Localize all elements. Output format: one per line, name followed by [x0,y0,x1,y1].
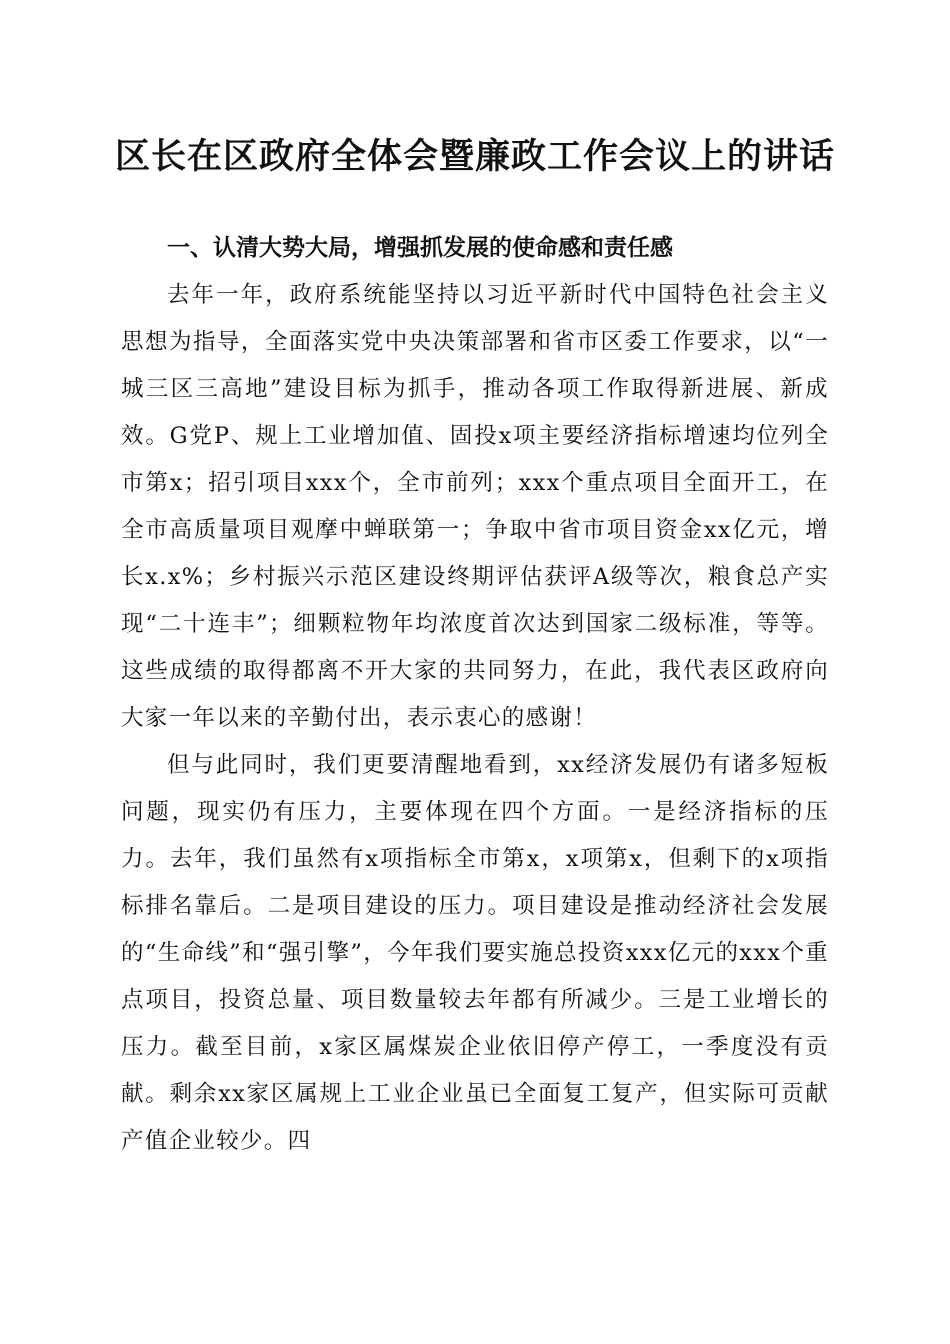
section-heading: 一、认清大势大局，增强抓发展的使命感和责任感 [167,235,673,261]
paragraph-achievements: 去年一年，政府系统能坚持以习近平新时代中国特色社会主义思想为指导，全面落实党中央决策部署和省市区委工作要求，以“一城三区三高地”建设目标为抓手，推动各项工作取得新进展、新成效。G党P、规上工业增加值、固投x项主要经济指标增速均位列全市第x；招引项目xxx个，全市前列；xxx个重点项目全面开工，在全市高质量项目观摩中蝉联第一；争取中省市项目资金xx亿元，增长x.x%；乡村振兴示范区建设终期评估获评A级等次，粮食总产实现“二十连丰”；细颗粒物年均浓度首次达到国家二级标准，等等。这些成绩的取得都离不开大家的共同努力，在此，我代表区政府向大家一年以来的辛勤付出，表示衷心的感谢！ [121,282,829,731]
document-title: 区长在区政府全体会暨廉政工作会议上的讲话 [114,136,835,177]
paragraph-challenges: 但与此同时，我们更要清醒地看到，xx经济发展仍有诸多短板问题，现实仍有压力，主要体现在四个方面。一是经济指标的压力。去年，我们虽然有x项指标全市第x，x项第x，但剩下的x项指标排名靠后。二是项目建设的压力。项目建设是推动经济社会发展的“生命线”和“强引擎”，今年我们要实施总投资xxx亿元的xxx个重点项目，投资总量、项目数量较去年都有所减少。三是工业增长的压力。截至目前，x家区属煤炭企业依旧停产停工，一季度没有贡献。剩余xx家区属规上工业企业虽已全面复工复产，但实际可贡献产值企业较少。四 [121,752,829,1154]
document-body [121,225,829,1165]
